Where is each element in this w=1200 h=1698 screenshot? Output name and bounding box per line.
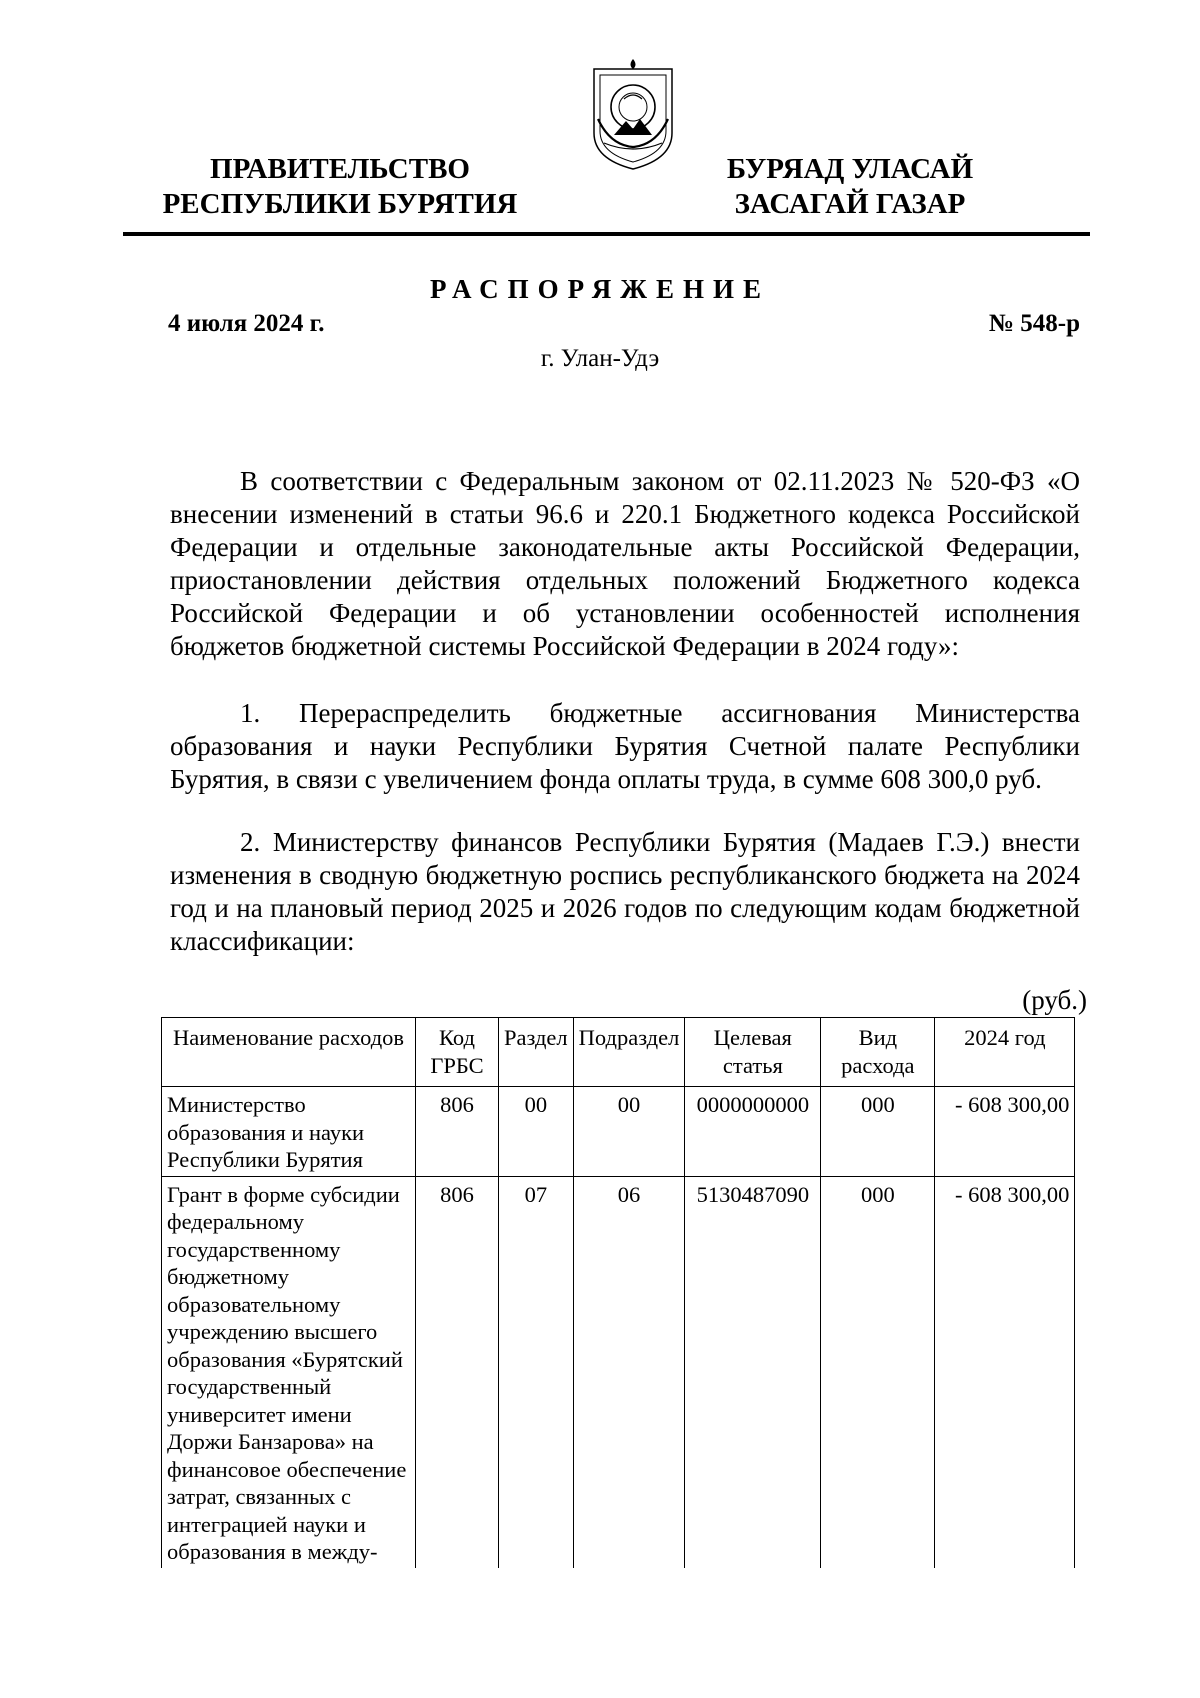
cell-section: 07: [499, 1176, 574, 1568]
issuer-bua-line1: БУРЯАД УЛАСАЙ: [726, 153, 974, 185]
issuer-ru-line1: ПРАВИТЕЛЬСТВО: [210, 153, 470, 185]
cell-name: Грант в форме субсидии федеральному государственному бюджетному образовательному учреждению высшего образования «Бурятский государственный университет имени Доржи Банзарова» на финансовое обеспечение затрат, связанных с интеграцией науки и образования в между-: [162, 1176, 416, 1568]
cell-name: Министерство образования и науки Республики Бурятия: [162, 1087, 416, 1177]
item-1-text: 1. Перераспределить бюджетные ассигнования Министерства образования и науки Республики Бурятия Счетной палате Республики Бурятия, в связи с увеличением фонда оплаты труда, в сумме 608 300,0 руб.: [170, 698, 1080, 794]
table-unit: (руб.): [1022, 985, 1087, 1015]
cell-amount: - 608 300,00: [935, 1087, 1075, 1177]
table-row: [162, 1087, 1075, 1177]
col-header-section: Раздел: [499, 1018, 574, 1087]
header-rule: [123, 232, 1090, 236]
table-header-row: [162, 1018, 1075, 1087]
cell-grbs: 806: [416, 1176, 499, 1568]
cell-target: 0000000000: [685, 1087, 821, 1177]
col-header-year: 2024 год: [935, 1018, 1075, 1087]
cell-kind: 000: [821, 1087, 935, 1177]
budget-table: [161, 1017, 1075, 1568]
cell-kind: 000: [821, 1176, 935, 1568]
cell-grbs: 806: [416, 1087, 499, 1177]
preamble: [170, 465, 1080, 663]
col-header-kind: Вид расхода: [821, 1018, 935, 1087]
preamble-text: В соответствии с Федеральным законом от 02.11.2023 № 520-ФЗ «О внесении изменений в статьи 96.6 и 220.1 Бюджетного кодекса Российской Федерации и отдельные законодательные акты Российской Федерации, приостановлении действия отдельных положений Бюджетного кодекса Российской Федерации и об установлении особенностей исполнения бюджетов бюджетной системы Российской Федерации в 2024 году»:: [170, 466, 1080, 661]
col-header-name: Наименование расходов: [162, 1018, 416, 1087]
item-2: [170, 826, 1080, 958]
issuer-ru: [160, 152, 520, 222]
document-city: г. Улан-Удэ: [540, 345, 660, 372]
table-row: [162, 1176, 1075, 1568]
item-2-text: 2. Министерству финансов Республики Бурятия (Мадаев Г.Э.) внести изменения в сводную бюджетную роспись республиканского бюджета на 2024 год и на плановый период 2025 и 2026 годов по следующим кодам бюджетной классификации:: [170, 827, 1080, 956]
document-date: 4 июля 2024 г.: [168, 310, 325, 337]
issuer-bua: [700, 152, 1000, 222]
issuer-bua-line2: ЗАСАГАЙ ГАЗАР: [734, 188, 966, 220]
col-header-grbs: Код ГРБС: [416, 1018, 499, 1087]
cell-section: 00: [499, 1087, 574, 1177]
document-type: РАСПОРЯЖЕНИЕ: [429, 274, 771, 304]
cell-subsection: 06: [573, 1176, 685, 1568]
cell-target: 5130487090: [685, 1176, 821, 1568]
item-1: [170, 697, 1080, 796]
col-header-target: Целевая статья: [685, 1018, 821, 1087]
cell-subsection: 00: [573, 1087, 685, 1177]
col-header-subsection: Подраздел: [573, 1018, 685, 1087]
cell-amount: - 608 300,00: [935, 1176, 1075, 1568]
coat-of-arms-icon: [590, 55, 676, 173]
issuer-ru-line2: РЕСПУБЛИКИ БУРЯТИЯ: [162, 188, 518, 220]
document-number: № 548-р: [988, 310, 1080, 337]
